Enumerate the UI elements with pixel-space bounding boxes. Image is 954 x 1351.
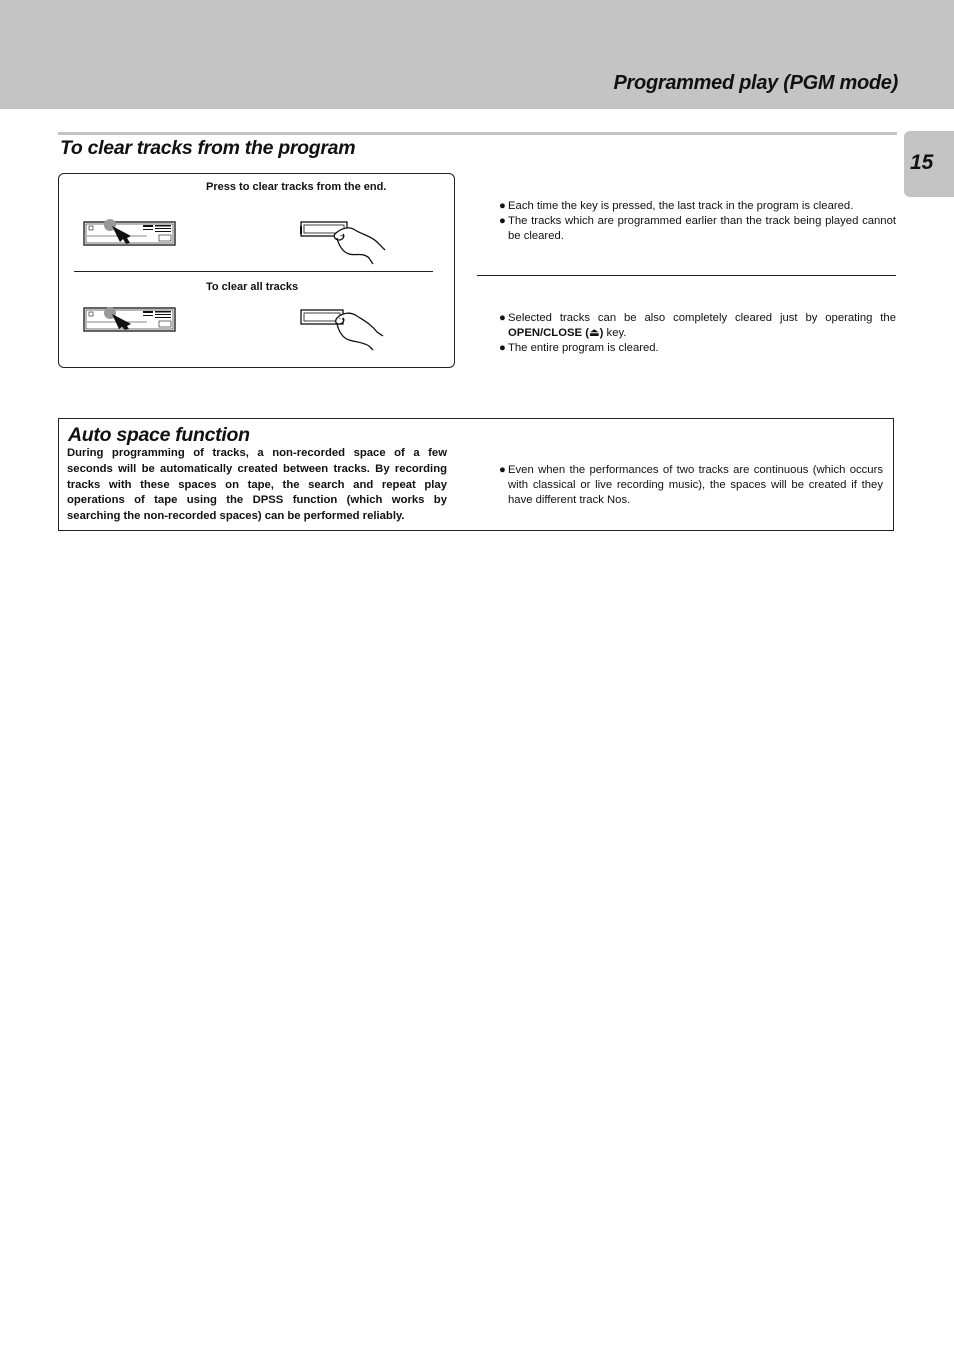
page-title: Programmed play (PGM mode) <box>613 72 898 94</box>
bullet-icon: ● <box>499 464 506 476</box>
list-item <box>499 341 896 356</box>
diagram-box <box>58 173 455 368</box>
page-number: 15 <box>910 151 934 174</box>
note-text: The entire program is cleared. <box>508 342 659 354</box>
bullet-icon: ● <box>499 215 506 227</box>
bullet-icon: ● <box>499 312 506 324</box>
hand-pressing-button-icon <box>297 302 389 354</box>
open-close-key-label: OPEN/CLOSE (⏏) <box>508 327 604 339</box>
list-item <box>499 311 896 341</box>
bullet-icon: ● <box>499 200 506 212</box>
note-text: key. <box>603 327 627 339</box>
bullet-icon: ● <box>499 342 506 354</box>
step2-notes <box>499 311 896 356</box>
note-text: Selected tracks can be also completely cleared just by operating the <box>508 312 896 324</box>
stereo-unit-icon <box>83 305 177 333</box>
note-text: Even when the performances of two tracks are continuous (which occurs with classical or live recording music), the spaces will be created if they have different track Nos. <box>508 464 883 506</box>
auto-space-note <box>499 463 883 508</box>
step2-label: To clear all tracks <box>206 281 299 293</box>
page-number-tab <box>904 131 954 197</box>
diagram-divider <box>74 271 433 272</box>
note-text: Each time the key is pressed, the last track in the program is cleared. <box>508 200 854 212</box>
auto-space-description: During programming of tracks, a non-recorded space of a few seconds will be automatically created between tracks. By recording tracks with these spaces on tape, the search and repeat play operations of tape using the DPSS function (which works by searching the non-recorded spaces) can be performed reliably. <box>67 447 447 523</box>
list-item <box>499 199 896 214</box>
step1-label: Press to clear tracks from the end. <box>206 181 387 193</box>
note-text: The tracks which are programmed earlier than the track being played cannot be cleared. <box>508 215 896 242</box>
list-item <box>499 463 883 508</box>
section-title-auto-space: Auto space function <box>68 424 250 446</box>
section-title-clear-tracks: To clear tracks from the program <box>60 137 356 159</box>
step1-notes <box>499 199 896 244</box>
stereo-unit-icon <box>83 219 177 247</box>
column-rule <box>477 275 896 276</box>
list-item <box>499 214 896 244</box>
section-rule <box>58 132 897 135</box>
auto-space-box <box>58 418 894 531</box>
hand-pressing-button-icon <box>297 214 389 266</box>
